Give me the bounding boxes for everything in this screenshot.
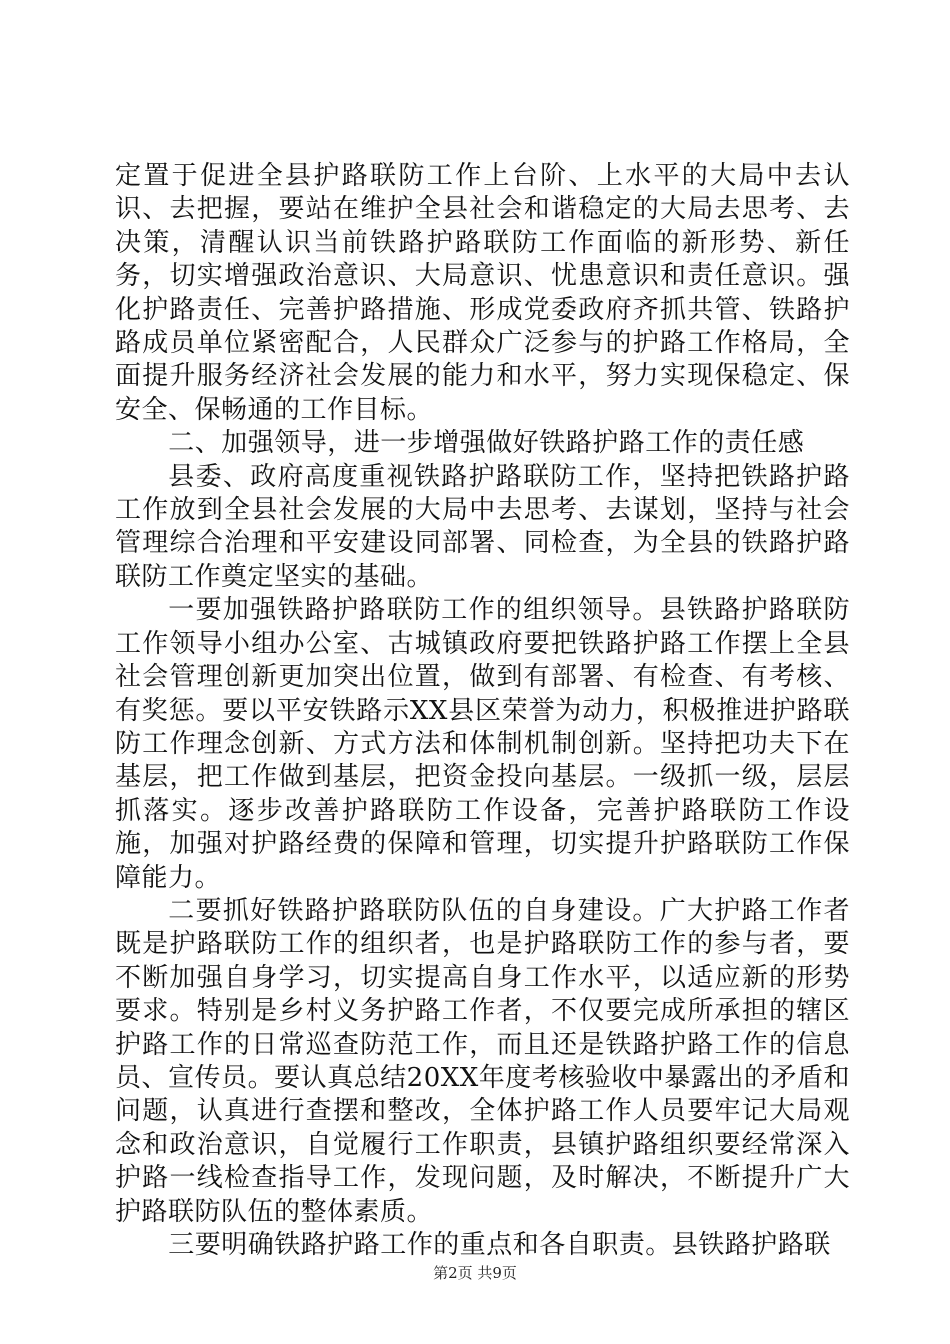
section-heading: 二、加强领导，进一步增强做好铁路护路工作的责任感 <box>168 428 805 459</box>
document-body <box>115 160 850 1262</box>
paragraph: 二要抓好铁路护路联防队伍的自身建设。广大护路工作者既是护路联防工作的组织者，也是护路联防工作的参与者，要不断加强自身学习，切实提高自身工作水平，以适应新的形势要求。特别是乡村义务护路工作者，不仅要完成所承担的辖区护路工作的日常巡查防范工作，而且还是铁路护路工作的信息员、宣传员。要认真总结20XX年度考核验收中暴露出的矛盾和问题，认真进行查摆和整改，全体护路工作人员要牢记大局观念和政治意识，自觉履行工作职责，县镇护路组织要经常深入护路一线检查指导工作，发现问题，及时解决，不断提升广大护路联防队伍的整体素质。 <box>115 895 850 1227</box>
paragraph: 三要明确铁路护路工作的重点和各自职责。县铁路护路联 <box>168 1230 831 1260</box>
paragraph: 一要加强铁路护路联防工作的组织领导。县铁路护路联防工作领导小组办公室、古城镇政府要把铁路护路工作摆上全县社会管理创新更加突出位置，做到有部署、有检查、有考核、有奖惩。要以平安铁路示XX县区荣誉为动力，积极推进护路联防工作理念创新、方式方法和体制机制创新。坚持把功夫下在基层，把工作做到基层，把资金投向基层。一级抓一级，层层抓落实。逐步改善护路联防工作设备，完善护路联防工作设施，加强对护路经费的保障和管理，切实提升护路联防工作保障能力。 <box>115 595 850 893</box>
paragraph-continuation: 定置于促进全县护路联防工作上台阶、上水平的大局中去认识、去把握，要站在维护全县社会和谐稳定的大局去思考、去决策，清醒认识当前铁路护路联防工作面临的新形势、新任务，切实增强政治意识、大局意识、忧患意识和责任意识。强化护路责任、完善护路措施、形成党委政府齐抓共管、铁路护路成员单位紧密配合，人民群众广泛参与的护路工作格局，全面提升服务经济社会发展的能力和水平，努力实现保稳定、保安全、保畅通的工作目标。 <box>115 161 850 425</box>
page-number-footer: 第2页 共9页 <box>433 1264 517 1282</box>
paragraph: 县委、政府高度重视铁路护路联防工作，坚持把铁路护路工作放到全县社会发展的大局中去思考、去谋划，坚持与社会管理综合治理和平安建设同部署、同检查，为全县的铁路护路联防工作奠定坚实的基础。 <box>115 461 850 592</box>
